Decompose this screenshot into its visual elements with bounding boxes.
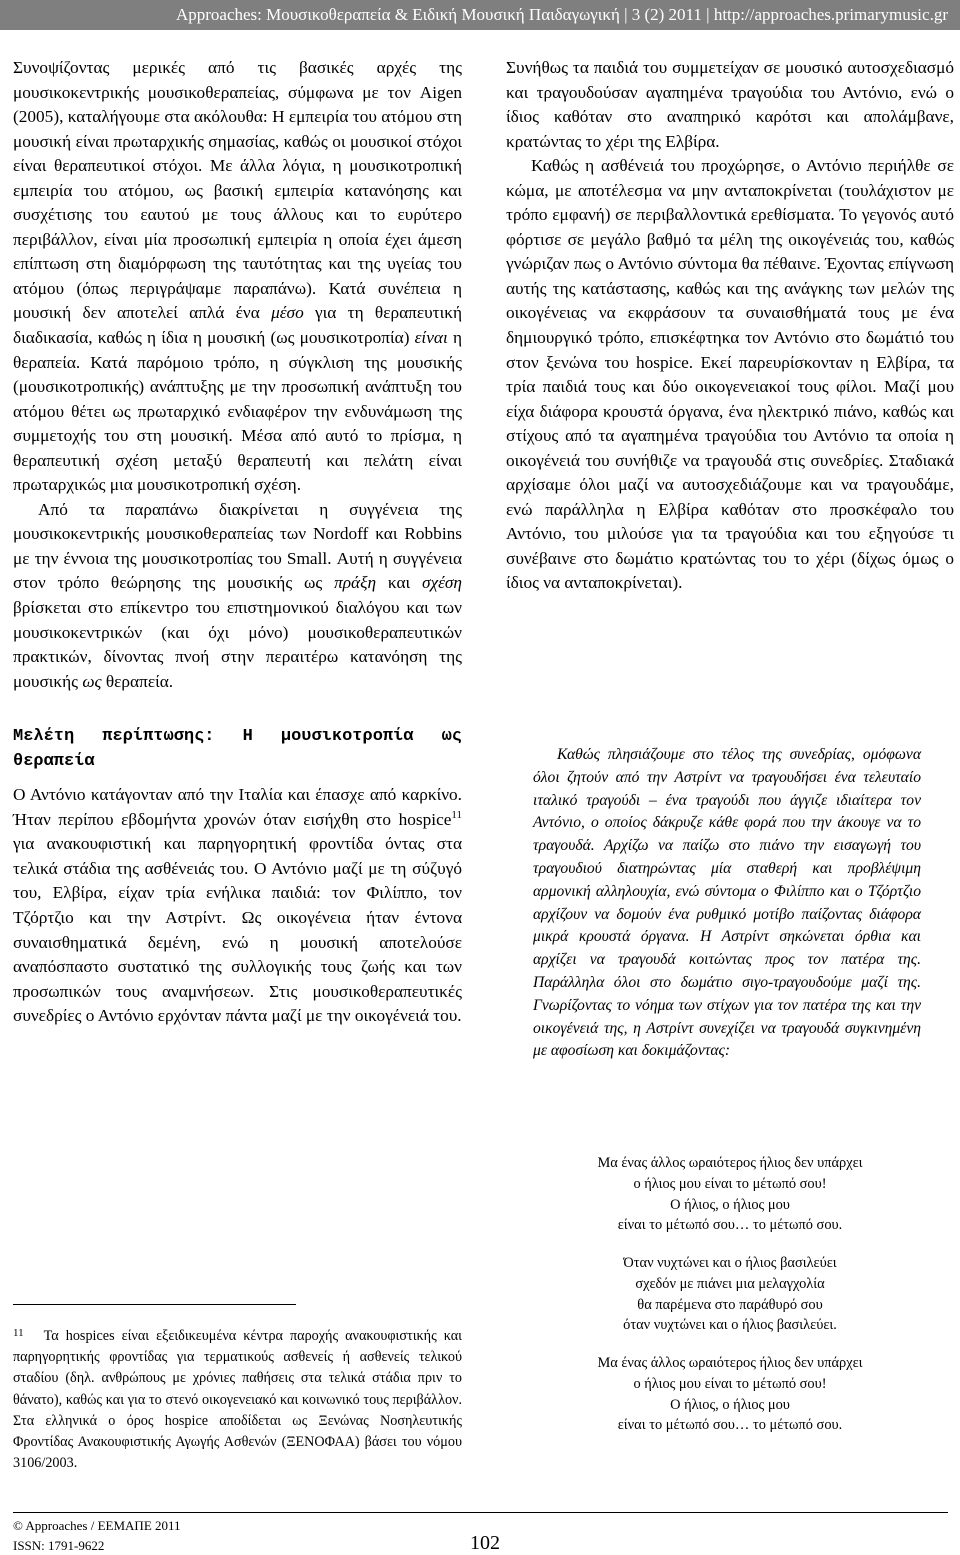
footnote-ref[interactable]: 11 — [451, 809, 462, 821]
right-column — [506, 56, 954, 596]
case-vignette-quote: Καθώς πλησιάζουμε στο τέλος της συνεδρίας, ομόφωνα όλοι ζητούν από την Αστρίντ να τραγουδήσει ένα τελευταίο ιταλικό τραγούδι – ένα τραγούδι που άγγιζε ιδιαίτερα τον Αντόνιο, ο οποίος δάκρυζε κάθε φορά που την άκουγε να το τραγουδά. Αρχίζω να παίζω στο πιάνο την εισαγωγή του τραγουδιού διατηρώντας μία σταθερή και προβλέψιμη αρμονική αλληλουχία, ενώ σύντομα ο Φιλίππο και ο Τζόρτζιο αρχίζουν να δομούν ένα ρυθμικό μοτίβο παίζοντας διάφορα μικρά κρουστά όργανα. Η Αστρίντ σηκώνεται όρθια και αρχίζει να τραγουδά κοιτώντας προς τον πατέρα της. Παράλληλα όλοι στο δωμάτιο σιγο-τραγουδούμε μαζί της. Γνωρίζοντας το νόημα των στίχων για τον πατέρα της και την οικογένειά της, η Αστρίντ συνεχίζει να τραγουδά συγκινημένη με αφοσίωση και δοκιμάζοντας: — [533, 746, 921, 1060]
paragraph: Συνοψίζοντας μερικές από τις βασικές αρχές της μουσικοκεντρικής μουσικοθεραπείας, σύμφωνα με τον Aigen (2005), καταλήγουμε στα ακόλουθα: Η εμπειρία του ατόμου στη μουσική είναι πρωταρχικής σημασίας, καθώς οι μουσικοί στόχοι είναι θεραπευτικοί στόχοι. Με άλλα λόγια, η μουσικοτροπική εμπειρία του ατόμου, ως βασική εμπειρία κατανόησης και συσχέτισης του εαυτού με τους άλλους και το ευρύτερο περιβάλλον, είναι μία προσωπική εμπειρία η οποία έχει άμεση επίπτωση στη διαμόρφωση της ταυτότητας και της υγείας του ατόμου (όπως περιγράψαμε παραπάνω). Κατά συνέπεια η μουσική δεν αποτελεί απλά ένα μέσο για τη θεραπευτική διαδικασία, καθώς η ίδια η μουσική (ως μουσικοτροπία) είναι η θεραπεία. Κατά παρόμοιο τρόπο, η σύγκλιση της μουσικής (μουσικοτροπικής) ανάπτυξης με την προσωπική ανάπτυξη του ατόμου θέτει ως πρωταρχικό ενδιαφέρον την ενδυνάμωση της συμμετοχής του στη μουσική. Μέσα από αυτό το πρίσμα, η θεραπευτική σχέση μεταξύ θεραπευτή και πελάτη είναι πρωταρχικώς μια μουσικοτροπική σχέση. — [13, 58, 463, 495]
paragraph: Συνήθως τα παιδιά του συμμετείχαν σε μουσικό αυτοσχεδιασμό και τραγουδούσαν αγαπημένα τραγούδια του Αντόνιο, ενώ ο ίδιος καθόταν στο αναπηρικό καρότσι και απολάμβανε, κρατώντας το χέρι της Ελβίρα. — [506, 58, 954, 151]
song-stanza: Μα ένας άλλος ωραιότερος ήλιος δεν υπάρχει ο ήλιος μου είναι το μέτωπό σου! Ο ήλιος, ο ήλιος μου είναι το μέτωπό σου… το μέτωπό σου. — [597, 1155, 863, 1234]
footnote: $^{11}$ Τα hospices είναι εξειδικευμένα κέντρα παροχής ανακουφιστικής και παρηγορητικής φροντίδας για τερματικούς ασθενείς ή ασθενείς τελικού σταδίου (δηλ. ανθρώπους με χρόνιες παθήσεις στα τελικά στάδια πριν το θάνατο), καθώς και για το στενό οικογενειακό και κοινωνικό τους περιβάλλον. Στα ελληνικά ο όρος hospice αποδίδεται ως Ξενώνας Νοσηλευτικής Φροντίδας Ανακουφιστικής Αγωγής Ασθενών (ΞΕΝΟΦΑΑ) βάσει του νόμου 3106/2003. — [13, 1327, 462, 1472]
left-column — [13, 56, 462, 1029]
section-heading: Μελέτη περίπτωσης: Η μουσικοτροπία ως θεραπεία — [13, 727, 462, 772]
issn: ISSN: 1791-9622 — [13, 1538, 105, 1553]
paragraph: Ο Αντόνιο κατάγονταν από την Ιταλία και έπασχε από καρκίνο. Ήταν περίπου εβδομήντα χρονών όταν εισήχθη στο hospice$^{11}$ για ανακουφιστική και παρηγορητική φροντίδα όντας στα τελικά στάδια της ασθένειάς του. Ο Αντόνιο μαζί με τη σύζυγό του, Ελβίρα, είχαν τρία ενήλικα παιδιά: τον Φιλίππο, τον Τζόρτζιο και την Αστρίντ. Ως οικογένεια ήταν έντονα συναισθηματικά δεμένη, ενώ η μουσική αποτελούσε αναπόσπαστο συστατικό της συλλογικής τους ζωής και των προσωπικών τους αναμνήσεων. Στις μουσικοθεραπευτικές συνεδρίες ο Αντόνιο ερχόνταν πάντα μαζί με την οικογένειά του. — [13, 785, 462, 1026]
page-number: 102 — [470, 1532, 500, 1554]
paragraph: Από τα παραπάνω διακρίνεται η συγγένεια της μουσικοκεντρικής μουσικοθεραπείας των Nordoff και Robbins με την έννοια της μουσικοτροπίας του Small. Αυτή η συγγένεια στον τρόπο θεώρησης της μουσικής ως πράξη και σχέση βρίσκεται στο επίκεντρο του επιστημονικού διαλόγου και των μουσικοκεντρικών (και όχι μόνο) μουσικοθεραπευτικών πρακτικών, δίνοντας πνοή στην περαιτέρω κατανόηση της μουσικής ως θεραπεία. — [13, 499, 462, 691]
song-stanza: Μα ένας άλλος ωραιότερος ήλιος δεν υπάρχει ο ήλιος μου είναι το μέτωπό σου! Ο ήλιος, ο ήλιος μου είναι το μέτωπό σου… το μέτωπό σου. — [597, 1355, 863, 1434]
song-stanza: Όταν νυχτώνει και ο ήλιος βασιλεύει σχεδόν με πιάνει μια μελαγχολία θα παρέμενα στο παράθυρό σου όταν νυχτώνει και ο ήλιος βασιλεύει. — [623, 1255, 837, 1334]
footnote-divider — [13, 1304, 296, 1305]
footnote-number: 11 — [13, 1327, 24, 1339]
footer-divider — [13, 1512, 948, 1513]
journal-header: Approaches: Μουσικοθεραπεία & Ειδική Μουσική Παιδαγωγική | 3 (2) 2011 | http://approaches.primarymusic.gr — [0, 0, 960, 30]
paragraph: Καθώς η ασθένειά του προχώρησε, ο Αντόνιο περιήλθε σε κώμα, με αποτέλεσμα να μην ανταποκρίνεται (τουλάχιστον με τρόπο εμφανή) σε περιβαλλοντικά ερεθίσματα. Το γεγονός αυτό φόρτισε σε μεγάλο βαθμό τα μέλη της οικογένειάς του, καθώς γνώριζαν πως ο Αντόνιο σύντομα θα πέθαινε. Έχοντας επίγνωση αυτής της κατάστασης, καθώς και της ανάγκης των μελών της οικογένειας να εκφράσουν τα συναισθήματά τους με ένα δημιουργικό τρόπο, επισκέφτηκα τον Αντόνιο στο δωμάτιό του στον ξενώνα του hospice. Εκεί παρευρίσκονταν η Ελβίρα, τα τρία παιδιά τους και δύο οικογενειακοί τους φίλοι. Μαζί μου είχα διάφορα κρουστά όργανα, ένα ηλεκτρικό πιάνο, καθώς και στίχους από τα αγαπημένα τραγούδια του Αντόνιο τα οποία η οικογένειά του συνήθιζε να τραγουδά στις συνεδρίες. Σταδιακά αρχίσαμε όλοι μαζί να αυτοσχεδιάζουμε και να τραγουδάμε, ενώ παράλληλα η Ελβίρα καθόταν στο προσκέφαλο του Αντόνιο, του μιλούσε για τα τραγούδια και του εξηγούσε τι συνέβαινε στο δωμάτιο κρατώντας του το χέρι (δίχως όμως ο ίδιος να ανταποκρίνεται). — [506, 156, 954, 593]
copyright: © Approaches / ΕΕΜΑΠΕ 2011 — [13, 1518, 181, 1533]
